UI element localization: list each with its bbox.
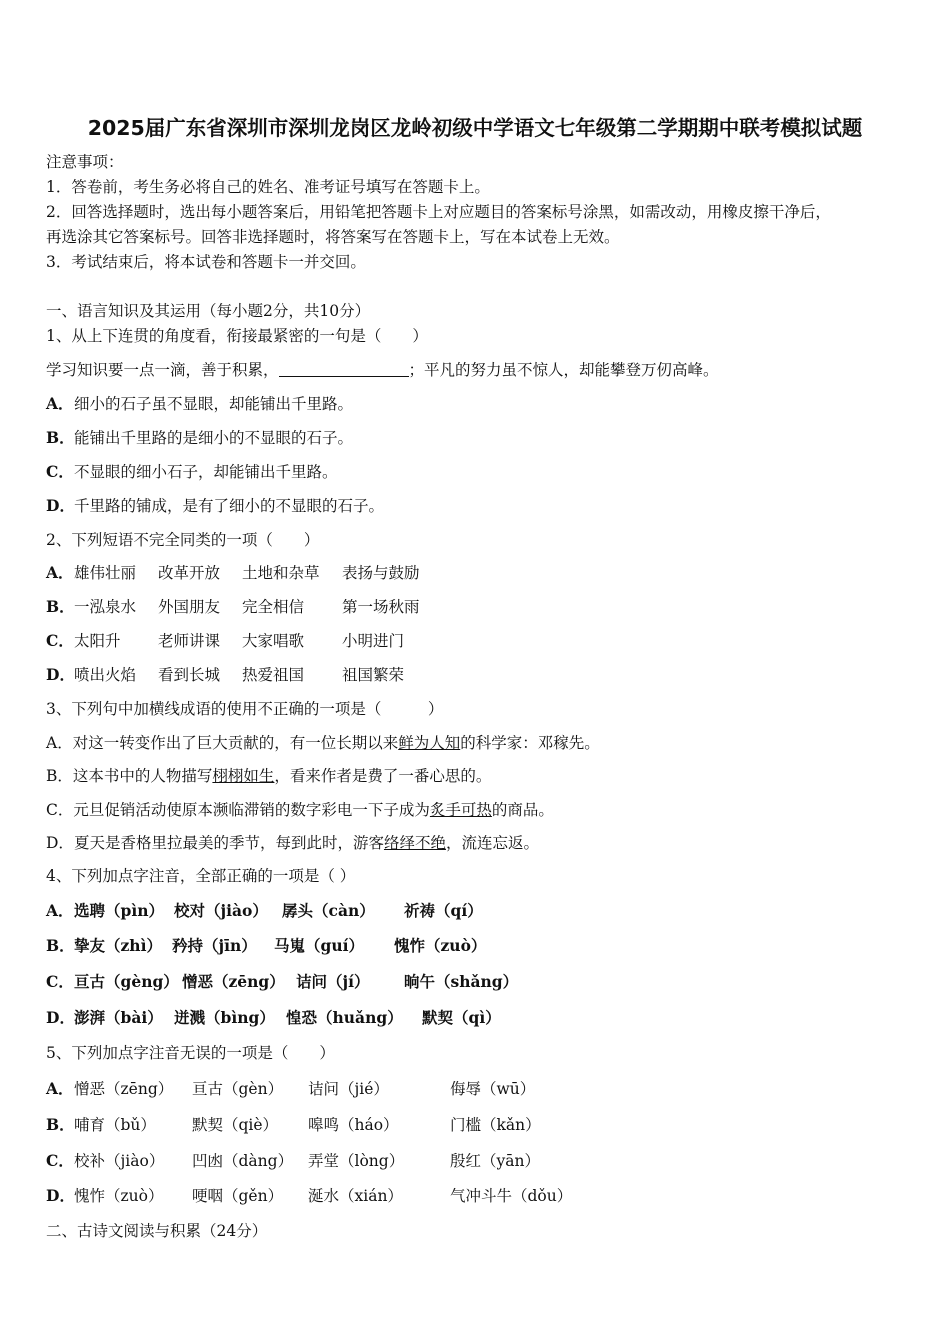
- option-phrase: 外国朋友: [158, 598, 221, 616]
- option-label: C．: [46, 801, 74, 819]
- pinyin-item: 侮辱（wū）: [450, 1080, 536, 1098]
- option-label: B．: [46, 597, 75, 616]
- sentence-part: 学习知识要一点一滴，善于积累，: [46, 361, 279, 379]
- option-phrase: 表扬与鼓励: [342, 564, 420, 582]
- pinyin-item: 殷红（yān）: [450, 1152, 540, 1170]
- notice-item: 再选涂其它答案标号。回答非选择题时，将答案写在答题卡上，写在本试卷上无效。: [46, 228, 620, 246]
- pinyin-item: 憎恶（zēng）: [182, 972, 285, 991]
- option-row: [46, 733, 600, 753]
- option-label: A．: [46, 563, 74, 582]
- pinyin-item: 校补（jiào）: [74, 1152, 165, 1170]
- option-text: 的商品。: [491, 801, 554, 819]
- option-row: [46, 665, 846, 685]
- option-row: [46, 631, 846, 651]
- pinyin-item: 诘问（jí）: [296, 972, 370, 991]
- notice-item: 3．考试结束后，将本试卷和答题卡一并交回。: [46, 253, 366, 271]
- pinyin-item: 凹凼（dàng）: [192, 1152, 294, 1170]
- pinyin-item: 矜持（jīn）: [172, 936, 257, 955]
- option-phrase: 土地和杂草: [242, 564, 320, 582]
- pinyin-item: 诘问（jié）: [308, 1080, 389, 1098]
- section-heading: 二、古诗文阅读与积累（24分）: [46, 1222, 268, 1240]
- pinyin-item: 挚友（zhì）: [74, 936, 162, 955]
- option-phrase: 看到长城: [158, 666, 221, 684]
- option-phrase: 完全相信: [242, 598, 305, 616]
- option-label: A．: [46, 394, 74, 413]
- option-phrase: 一泓泉水: [74, 598, 137, 616]
- option-label: D．: [46, 834, 74, 852]
- option-label: D．: [46, 1186, 75, 1205]
- option-text: ，看来作者是费了一番心思的。: [274, 767, 492, 785]
- option-row: [46, 1079, 846, 1099]
- sentence-part: ；平凡的努力虽不惊人，却能攀登万仞高峰。: [408, 361, 719, 379]
- option-text: 细小的石子虽不显眼，却能铺出千里路。: [74, 395, 354, 413]
- option-row: [46, 462, 338, 482]
- option-text: 对这一转变作出了巨大贡献的，有一位长期以来: [72, 734, 399, 752]
- option-label: D．: [46, 496, 75, 515]
- pinyin-item: 晌午（shǎng）: [404, 972, 519, 991]
- notice-item: 2．回答选择题时，选出每小题答案后，用铅笔把答题卡上对应题目的答案标号涂黑，如需改动，用橡皮擦干净后，: [46, 203, 831, 221]
- question-stem: 3、下列句中加横线成语的使用不正确的一项是（ ）: [46, 700, 444, 718]
- option-text: 夏天是香格里拉最美的季节，每到此时，游客: [73, 834, 384, 852]
- pinyin-item: 选聘（pìn）: [74, 901, 164, 920]
- option-text: 元旦促销活动使原本濒临滞销的数字彩电一下子成为: [73, 801, 430, 819]
- pinyin-item: 憎恶（zēng）: [74, 1080, 174, 1098]
- option-text: 能铺出千里路的是细小的不显眼的石子。: [74, 429, 354, 447]
- pinyin-item: 默契（qì）: [422, 1008, 501, 1027]
- question-stem: 1、从上下连贯的角度看，衔接最紧密的一句是（ ）: [46, 327, 428, 345]
- option-row: [46, 496, 384, 516]
- section-heading: 一、语言知识及其运用（每小题2分，共10分）: [46, 302, 371, 320]
- option-label: A．: [46, 1079, 74, 1098]
- pinyin-item: 马嵬（guí）: [274, 936, 364, 955]
- pinyin-item: 门槛（kǎn）: [450, 1116, 541, 1134]
- pinyin-item: 涎水（xián）: [308, 1187, 403, 1205]
- option-phrase: 祖国繁荣: [342, 666, 405, 684]
- option-label: B．: [46, 767, 73, 785]
- option-row: [46, 1008, 846, 1028]
- option-label: C．: [46, 631, 74, 650]
- underlined-idiom: 栩栩如生: [212, 767, 275, 785]
- pinyin-item: 弄堂（lòng）: [308, 1152, 405, 1170]
- notice-heading: 注意事项：: [46, 153, 124, 171]
- option-label: D．: [46, 665, 75, 684]
- option-label: D．: [46, 1008, 75, 1027]
- underlined-idiom: 鲜为人知: [398, 734, 461, 752]
- option-row: [46, 800, 554, 820]
- pinyin-item: 祈祷（qí）: [404, 901, 483, 920]
- option-row: [46, 597, 846, 617]
- option-row: [46, 1115, 846, 1135]
- option-label: A．: [46, 901, 74, 920]
- pinyin-item: 愧怍（zuò）: [74, 1187, 164, 1205]
- option-text: 的科学家：邓稼先。: [460, 734, 600, 752]
- pinyin-item: 校对（jiào）: [174, 901, 268, 920]
- option-row: [46, 1151, 846, 1171]
- option-text: 千里路的铺成，是有了细小的不显眼的石子。: [74, 497, 385, 515]
- answer-blank: [279, 360, 409, 377]
- page-title: 2025届广东省深圳市深圳龙岗区龙岭初级中学语文七年级第二学期期中联考模拟试题: [87, 116, 863, 140]
- option-phrase: 雄伟壮丽: [74, 564, 137, 582]
- option-row: [46, 563, 846, 583]
- pinyin-item: 气冲斗牛（dǒu）: [450, 1187, 573, 1205]
- question-stem: 4、下列加点字注音，全部正确的一项是（ ）: [46, 867, 356, 885]
- pinyin-item: 亘古（gèng）: [74, 972, 179, 991]
- question-stem: 2、下列短语不完全同类的一项（ ）: [46, 531, 320, 549]
- pinyin-item: 亘古（gèn）: [192, 1080, 284, 1098]
- option-row: [46, 901, 846, 921]
- option-label: B．: [46, 428, 75, 447]
- option-row: [46, 428, 353, 448]
- option-row: [46, 833, 539, 853]
- option-label: C．: [46, 1151, 74, 1170]
- option-phrase: 喷出火焰: [74, 666, 137, 684]
- option-text: 这本书中的人物描写: [72, 767, 213, 785]
- pinyin-item: 澎湃（bài）: [74, 1008, 163, 1027]
- pinyin-item: 哺育（bǔ）: [74, 1116, 156, 1134]
- option-label: B．: [46, 936, 75, 955]
- option-row: [46, 766, 491, 786]
- option-phrase: 大家唱歌: [242, 632, 305, 650]
- question-stem: 5、下列加点字注音无误的一项是（ ）: [46, 1044, 335, 1062]
- notice-item: 1．答卷前，考生务必将自己的姓名、准考证号填写在答题卡上。: [46, 178, 490, 196]
- pinyin-item: 孱头（càn）: [282, 901, 375, 920]
- option-row: [46, 1186, 846, 1206]
- option-label: B．: [46, 1115, 75, 1134]
- pinyin-item: 惶恐（huǎng）: [286, 1008, 403, 1027]
- option-text: ，流连忘返。: [445, 834, 539, 852]
- option-label: C．: [46, 972, 74, 991]
- option-label: C．: [46, 462, 74, 481]
- option-phrase: 小明进门: [342, 632, 405, 650]
- option-label: A．: [46, 734, 73, 752]
- option-row: [46, 936, 846, 956]
- option-row: [46, 972, 846, 992]
- option-phrase: 老师讲课: [158, 632, 221, 650]
- underlined-idiom: 炙手可热: [429, 801, 492, 819]
- option-row: [46, 394, 353, 414]
- option-phrase: 第一场秋雨: [342, 598, 420, 616]
- pinyin-item: 嗥鸣（háo）: [308, 1116, 399, 1134]
- option-phrase: 热爱祖国: [242, 666, 305, 684]
- pinyin-item: 迸溅（bìng）: [174, 1008, 275, 1027]
- option-phrase: 改革开放: [158, 564, 221, 582]
- pinyin-item: 哽咽（gěn）: [192, 1187, 284, 1205]
- option-phrase: 太阳升: [74, 632, 121, 650]
- pinyin-item: 愧怍（zuò）: [394, 936, 487, 955]
- underlined-idiom: 络绎不绝: [383, 834, 446, 852]
- option-text: 不显眼的细小石子，却能铺出千里路。: [74, 463, 338, 481]
- question-sentence: [46, 360, 719, 380]
- pinyin-item: 默契（qiè）: [192, 1116, 279, 1134]
